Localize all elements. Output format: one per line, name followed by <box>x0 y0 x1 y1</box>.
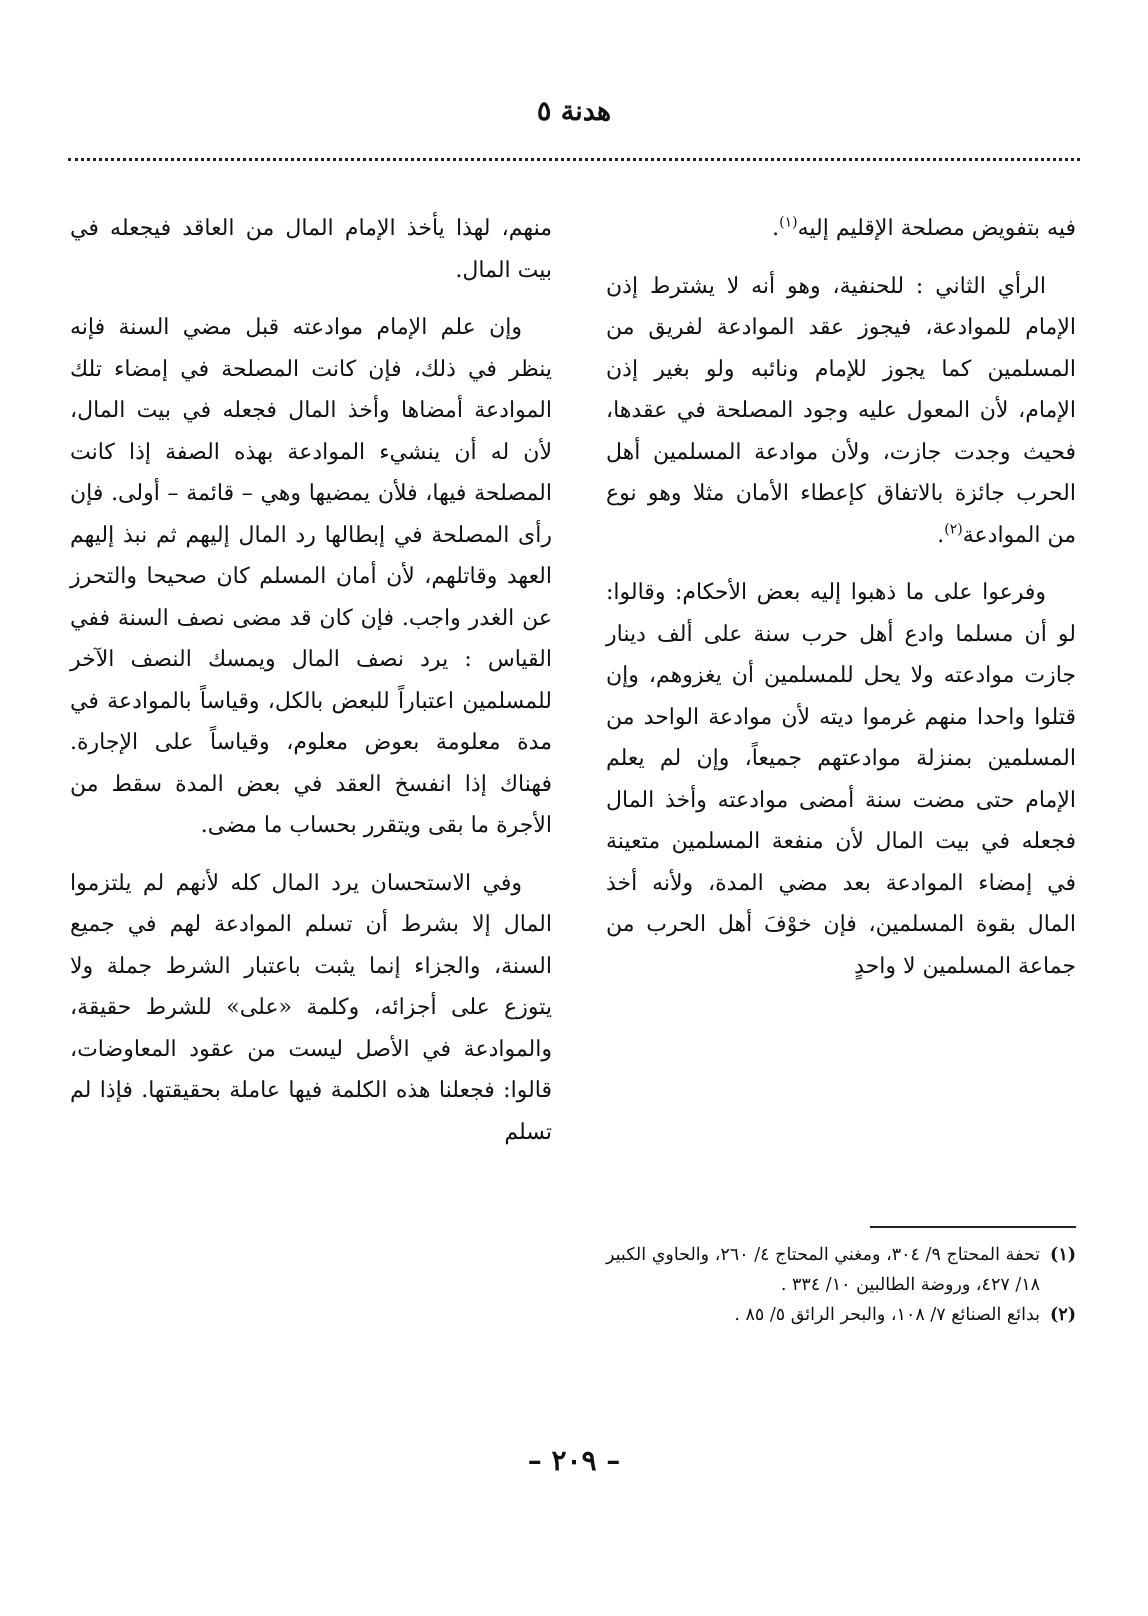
header-dotted-rule <box>68 158 1080 161</box>
paragraph <box>606 266 1076 557</box>
footnote <box>606 1240 1076 1300</box>
footnote-reference: (٢) <box>944 521 963 538</box>
paragraph-end: . <box>772 216 780 241</box>
paragraph <box>70 307 552 847</box>
paragraph <box>70 208 552 291</box>
footnote-text: بدائع الصنائع ٧/ ١٠٨، والبحر الرائق ٥/ ٨٥ . <box>734 1305 1041 1325</box>
paragraph-text: وإن علم الإمام موادعته قبل مضي السنة فإنه ينظر في ذلك، فإن كانت المصلحة في إمضاء تلك الموادعة أمضاها وأخذ المال فجعله في بيت المال، لأن له أن ينشيء الموادعة بهذه الصفة إذا كانت المصلحة فيها، فلأن يمضيها وهي – قائمة – أولى. فإن رأى المصلحة في إبطالها رد المال إليهم ثم نبذ إليهم العهد وقاتلهم، لأن أمان المسلم كان صحيحا والتحرز عن الغدر واجب. فإن كان قد مضى نصف السنة ففي القياس : يرد نصف المال ويمسك النصف الآخر للمسلمين اعتباراً للبعض بالكل، وقياساً بالموادعة في مدة معلومة بعوض معلوم، وقياساً على الإجارة. فهناك إذا انفسخ العقد في بعض المدة سقط من الأجرة ما بقى ويتقرر بحساب ما مضى. <box>70 315 552 838</box>
paragraph-text: وفرعوا على ما ذهبوا إليه بعض الأحكام: وقالوا: لو أن مسلما وادع أهل حرب سنة على ألف دينار جازت موادعته ولا يحل للمسلمين أن يغزوهم، وإن قتلوا واحدا منهم غرموا ديته لأن موادعة الواحد من المسلمين بمنزلة موادعتهم جميعاً، وإن لم يعلم الإمام حتى مضت سنة أمضى موادعته وأخذ المال فجعله في بيت المال لأن منفعة المسلمين متعينة في إمضاء الموادعة بعد مضي المدة، ولأنه أخذ المال بقوة المسلمين، فإن خوْفَ أهل الحرب من جماعة المسلمين لا واحدٍ <box>606 580 1076 979</box>
left-column <box>70 208 552 1169</box>
footnote-number: (١) <box>1050 1245 1076 1265</box>
paragraph <box>606 572 1076 987</box>
page-header-title: هدنة ٥ <box>536 96 612 127</box>
page-number: – ٢٠٩ – <box>527 1444 621 1477</box>
footnote-reference: (١) <box>779 214 798 231</box>
paragraph-text: الرأي الثاني : للحنفية، وهو أنه لا يشترط إذن الإمام للموادعة، فيجوز عقد الموادعة لفريق من المسلمين كما يجوز للإمام ونائبه ولو بغير إذن الإمام، لأن المعول عليه وجود المصلحة في عقدها، فحيث وجدت جازت، ولأن موادعة المسلمين أهل الحرب جائزة بالاتفاق كإعطاء الأمان مثلا وهو نوع من الموادعة <box>606 273 1076 548</box>
paragraph-text: فيه بتفويض مصلحة الإقليم إليه <box>797 216 1076 241</box>
paragraph <box>606 208 1076 250</box>
paragraph-text: منهم، لهذا يأخذ الإمام المال من العاقد فيجعله في بيت المال. <box>70 216 552 283</box>
right-column <box>606 208 1076 1003</box>
footnote-number: (٢) <box>1050 1305 1076 1325</box>
paragraph-text: وفي الاستحسان يرد المال كله لأنهم لم يلتزموا المال إلا بشرط أن تسلم الموادعة لهم في جميع السنة، والجزاء إنما يثبت باعتبار الشرط جملة ولا يتوزع على أجزائه، وكلمة «على» للشرط حقيقة، والموادعة في الأصل ليست من عقود المعاوضات، قالوا: فجعلنا هذه الكلمة فيها عاملة بحقيقتها. فإذا لم تسلم <box>70 870 553 1145</box>
paragraph-end: . <box>937 522 945 548</box>
footnote <box>606 1300 1076 1330</box>
footnote-text: تحفة المحتاج ٩/ ٣٠٤، ومغني المحتاج ٤/ ٢٦٠، والحاوي الكبير ١٨/ ٤٢٧، وروضة الطالبين ١٠/ ٣٣٤ . <box>606 1245 1041 1295</box>
footnote-separator <box>870 1226 1076 1228</box>
paragraph <box>70 863 552 1154</box>
footnotes <box>606 1240 1076 1330</box>
